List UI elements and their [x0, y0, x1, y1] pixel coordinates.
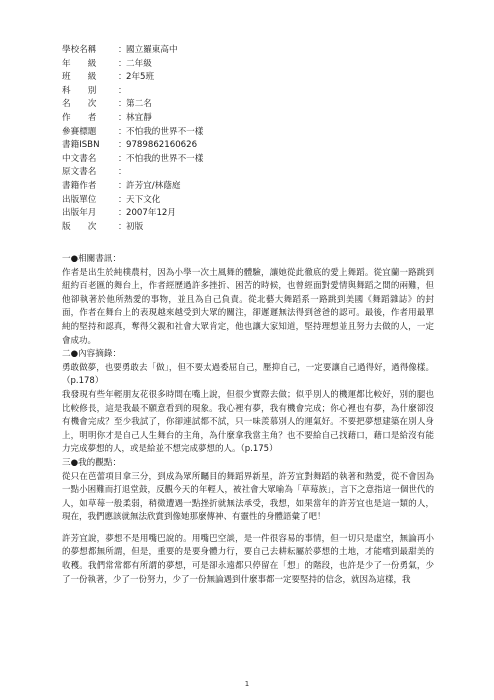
- meta-label: 中文書名: [62, 153, 97, 164]
- meta-row: [62, 58, 442, 72]
- meta-label: 名 次: [62, 99, 97, 110]
- meta-colon: ：: [118, 58, 127, 69]
- meta-label: 年 級: [62, 58, 97, 69]
- meta-value: 天下文化: [126, 194, 161, 205]
- meta-row: [62, 139, 442, 153]
- meta-label: 書籍ISBN: [62, 140, 100, 151]
- page-number: 1: [244, 680, 250, 688]
- meta-label: 原文書名: [62, 167, 97, 178]
- section-title: 一●相關書訊：: [62, 254, 122, 264]
- meta-value: 第二名: [126, 99, 152, 110]
- meta-label: 作 者: [62, 112, 97, 123]
- meta-label: 出版年月: [62, 208, 97, 219]
- meta-label: 學校名稱: [62, 45, 97, 55]
- meta-row: [62, 98, 442, 112]
- section-text: 勇敢做夢，也要勇敢去「做」，但不要太過委屈自己，壓抑自己，一定要讓自己過得好，過得像樣。（p.178） 我發現有些年輕朋友花很多時間在嘴上說，但很少實際去做；似乎別人的機運都比較好，別的腿也比較修長，這是我最不願意看到的現象。我心裡有夢，我有機會完成；你心裡也有夢，為什麼卻沒有機會完成？至少我試了，你卻連試都不試，只一味羨慕別人的運氣好。不要把夢想建築在別人身上，明明你才是自己人生舞台的主角，為什麼拿我當主角？也不要給自己找藉口，藉口是給沒有能力完成夢想的人，或是給並不想完成夢想的人。（p.175）: [62, 362, 434, 455]
- meta-colon: ：: [118, 112, 127, 123]
- section-text: 從只在芭蕾項目拿三分，到成為眾所矚目的舞蹈界新星，許芳宜對舞蹈的執著和熱愛，從不會因為一點小困難而打退堂鼓，反觀今天的年輕人，被社會大眾喻為「草莓族」，言下之意指這一個世代的人，如草莓一般柔弱，稍微遭遇一點挫折就無法承受，我想，如果當年的許芳宜也是這一類的人，現在，我們應該就無法欣賞到像她那麼傳神、有靈性的身體語彙了吧！: [62, 471, 434, 523]
- meta-row: [62, 153, 442, 167]
- meta-value: 2年5班: [126, 72, 155, 83]
- essay-body: [62, 253, 434, 587]
- meta-label: 參賽標題: [62, 126, 97, 137]
- closing-paragraph: 許芳宜說，夢想不是用嘴巴說的。用嘴巴空談，是一件很容易的事情，但一切只是虛空，無論再小的夢想都無所謂，但是，重要的是要身體力行，要自己去耕耘屬於夢想的土地，才能嚐到最甜美的收穫。我們常常都有所謂的夢想，可是卻永遠都只停留在「想」的階段，也許是少了一份勇氣，少了一份執著，少了一份努力，少了一份無論遇到什麼事都一定要堅持的信念，就因為這樣，我: [62, 533, 434, 585]
- meta-colon: ：: [118, 208, 127, 219]
- section-title: 三●我的觀點：: [62, 457, 122, 468]
- meta-colon: ：: [118, 221, 127, 232]
- meta-row: [62, 207, 442, 221]
- section-title: 二●內容摘錄：: [62, 349, 122, 360]
- meta-row: [62, 180, 442, 194]
- section-text: 作者是出生於純樸農村，因為小學一次土風舞的體驗，讓她從此徹底的愛上舞蹈。從宜蘭一路跳到紐約百老匯的舞台上，作者經歷過許多挫折、困苦的時候，也曾經面對愛情與舞蹈之間的兩難，但他卻執著於他所熱愛的事物，並且為自己負責。從北藝大舞蹈系一路跳到美國《舞蹈雜誌》的封面，作者在舞台上的表現越來越受到大眾的關注，卻遲遲無法得到爸爸的認可。最後，作者用最單純的堅持和認真，奪得父親和社會大眾肯定，他也讓大家知道，堅持理想並且努力去做的人，一定會成功。: [62, 267, 434, 346]
- meta-colon: ：: [118, 180, 127, 191]
- meta-value: 林宜靜: [126, 112, 152, 123]
- meta-row: [62, 85, 442, 99]
- meta-value: 不怕我的世界不一樣: [126, 153, 204, 164]
- meta-colon: ：: [118, 99, 127, 110]
- meta-row: [62, 221, 442, 235]
- book-info-block: [62, 44, 442, 234]
- meta-colon: ：: [118, 85, 127, 96]
- meta-row: [62, 71, 442, 85]
- meta-value: 不怕我的世界不一樣: [126, 126, 204, 137]
- meta-colon: ：: [118, 45, 127, 55]
- meta-value: 二年級: [126, 58, 152, 69]
- meta-label: 書籍作者: [62, 180, 97, 191]
- meta-row: [62, 166, 442, 180]
- meta-row: [62, 44, 442, 58]
- meta-row: [62, 126, 442, 140]
- meta-colon: ：: [118, 153, 127, 164]
- meta-colon: ：: [118, 126, 127, 137]
- meta-row: [62, 112, 442, 126]
- meta-value: 初版: [126, 221, 144, 232]
- meta-value: 許芳宜/林蔭庭: [126, 180, 181, 191]
- meta-value: 9789862160626: [126, 140, 198, 151]
- meta-label: 科 別: [62, 85, 97, 96]
- meta-colon: ：: [118, 194, 127, 205]
- meta-label: 出版單位: [62, 194, 97, 205]
- meta-colon: ：: [118, 140, 127, 151]
- meta-colon: ：: [118, 167, 127, 178]
- meta-value: 2007年12月: [126, 208, 176, 219]
- meta-value: 國立羅東高中: [126, 45, 178, 55]
- meta-label: 班 級: [62, 72, 97, 83]
- meta-row: [62, 194, 442, 208]
- meta-label: 版 次: [62, 221, 97, 232]
- meta-colon: ：: [118, 72, 127, 83]
